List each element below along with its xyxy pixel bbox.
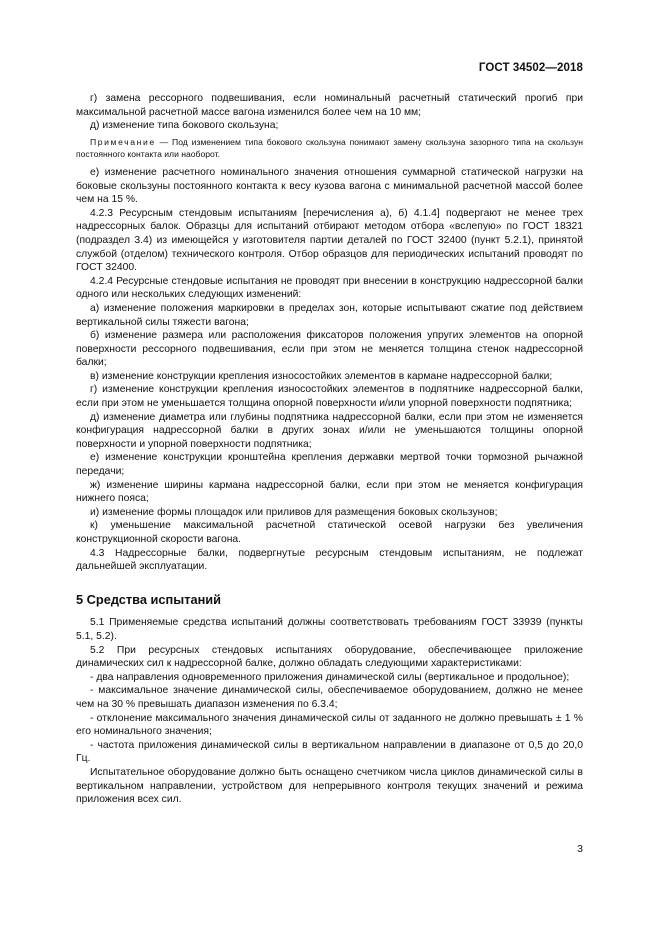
list-item: и) изменение формы площадок или приливов для размещения боковых скользунов; — [90, 506, 498, 518]
paragraph: 4.3 Надрессорные балки, подвергнутые ресурсным стендовым испытаниям, не подлежат дальнейшей эксплуатации. — [76, 547, 583, 573]
list-item: к) уменьшение максимальной расчетной статической осевой нагрузки без увеличения конструкционной скорости вагона. — [76, 520, 583, 545]
note-text: — Под изменением типа бокового скользуна понимают замену скользуна зазорного типа на скользун постоянного контакта или наоборот. — [76, 136, 583, 160]
page-body — [76, 92, 583, 807]
section-heading: 5 Средства испытаний — [76, 591, 222, 607]
list-item: - отклонение максимального значения динамической силы от заданного не должно превышать ± 1 % его номинального значения; — [76, 712, 583, 738]
paragraph: 4.2.3 Ресурсным стендовым испытаниям [перечисления а), б) 4.1.4] подвергают не менее трех надрессорных балок. Образцы для испытаний отбирают методом отбора «вслепую» по ГОСТ 18321 (подраздел 3.4) из имеющейся у изготовителя партии деталей по ГОСТ 32400 (пункт 5.2.1), принятой службой (отделом) технического контроля. Отбор образцов для периодических испытаний проводят по ГОСТ 32400. — [76, 207, 583, 274]
page-number: 3 — [577, 843, 583, 855]
paragraph: 5.2 При ресурсных стендовых испытаниях оборудование, обеспечивающее приложение динамических сил к надрессорной балке, должно обладать следующими характеристиками: — [76, 644, 583, 670]
list-item: е) изменение конструкции кронштейна крепления державки мертвой точки тормозной рычажной передачи; — [76, 452, 583, 478]
paragraph: д) изменение типа бокового скользуна; — [90, 120, 279, 132]
paragraph: 5.1 Применяемые средства испытаний должны соответствовать требованиям ГОСТ 33939 (пункты 5.1, 5.2). — [76, 617, 583, 642]
paragraph: е) изменение расчетного номинального значения отношения суммарной статической нагрузки на боковые скользуны постоянного контакта к весу кузова вагона с минимальной расчетной массой более чем на 15 %. — [76, 166, 583, 206]
list-item: а) изменение положения маркировки в пределах зон, которые испытывают сжатие под действием вертикальной силы тяжести вагона; — [76, 302, 583, 328]
list-item: - два направления одновременного приложения динамической силы (вертикальное и продольное); — [90, 671, 570, 683]
note — [76, 136, 583, 161]
list-item: г) изменение конструкции крепления износостойких элементов в подпятнике надрессорной балки, если при этом не уменьшается толщина опорной поверхности и/или упорной поверхности подпятника; — [76, 384, 583, 410]
list-item: б) изменение размера или расположения фиксаторов положения упругих элементов на опорной поверхности рессорного подвешивания, если при этом не меняется толщина стенок надрессорной балки; — [76, 330, 583, 369]
list-item: ж) изменение ширины кармана надрессорной балки, если при этом не меняется конфигурация нижнего пояса; — [76, 479, 583, 505]
list-item: в) изменение конструкции крепления износостойких элементов в кармане надрессорной балки; — [90, 370, 553, 382]
note-label: Примечание — [90, 136, 156, 147]
list-item: - максимальное значение динамической силы, обеспечиваемое оборудованием, должно не менее чем на 30 % превышать диапазон изменения по 6.3.4; — [76, 685, 583, 710]
document-id: ГОСТ 34502—2018 — [478, 62, 583, 74]
list-item: д) изменение диаметра или глубины подпятника надрессорной балки, если при этом не изменяется конфигурация надрессорной балки в других зонах и/или не уменьшаются толщины опорной поверхности и упорной поверхности подпятника; — [76, 411, 583, 450]
paragraph: 4.2.4 Ресурсные стендовые испытания не проводят при внесении в конструкцию надрессорной балки одного или нескольких следующих изменений: — [76, 275, 583, 301]
paragraph: г) замена рессорного подвешивания, если номинальный расчетный статический прогиб при максимальной расчетной массе вагона изменился более чем на 10 мм; — [76, 93, 583, 118]
list-item: - частота приложения динамической силы в вертикальном направлении в диапазоне от 0,5 до 20,0 Гц. — [76, 739, 583, 765]
paragraph: Испытательное оборудование должно быть оснащено счетчиком числа циклов динамической силы в вертикальном направлении, устройством для непрерывного контроля текущих значений и режима приложения всех сил. — [76, 766, 583, 806]
